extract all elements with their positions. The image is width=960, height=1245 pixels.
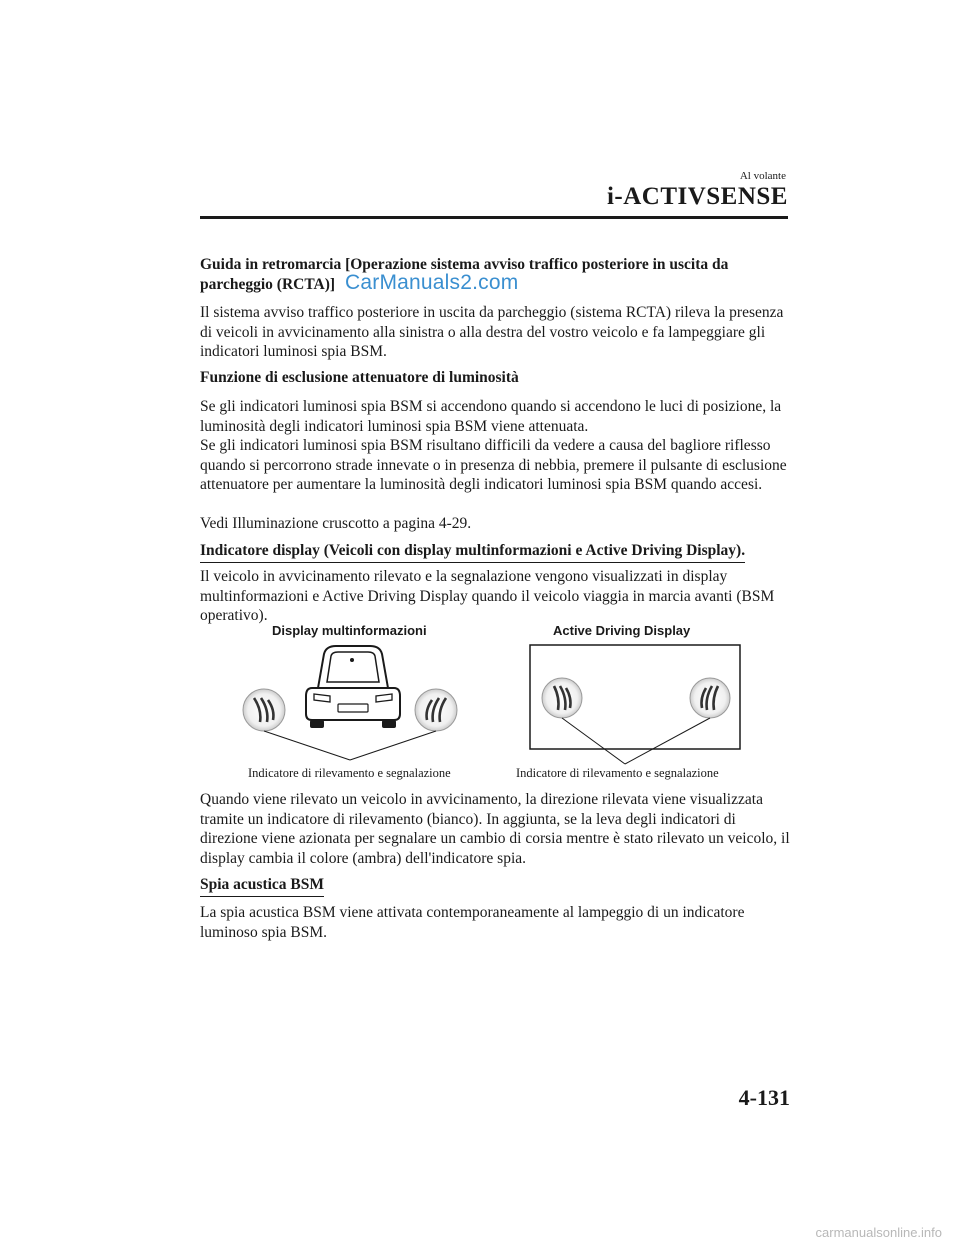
vehicle-rear-icon <box>306 646 400 728</box>
footer-watermark[interactable]: carmanualsonline.info <box>815 1225 942 1240</box>
bsm-display-figure <box>230 638 750 768</box>
dimmer-body-2: Se gli indicatori luminosi spia BSM risultano difficili da vedere a causa del bagliore riflesso quando si percorrono strade innevate o in presenza di nebbia, premere il pulsante di esclusione attenuatore per aumentare la luminosità degli indicatori luminosi spia BSM quando accesi. <box>200 437 787 493</box>
display-body: Il veicolo in avvicinamento rilevato e la segnalazione vengono visualizzati in display multinformazioni e Active Driving Display quando il veicolo viaggia in marcia avanti (BSM operativo). <box>200 568 775 624</box>
page-number: 4-131 <box>738 1085 790 1110</box>
section-label: Al volante <box>739 170 786 182</box>
buzzer-heading-wrap <box>200 875 796 897</box>
dimmer-body-3: Vedi Illuminazione cruscotto a pagina 4-29. <box>200 515 472 532</box>
rcta-body: Il sistema avviso traffico posteriore in uscita da parcheggio (sistema RCTA) rileva la presenza di veicoli in avvicinamento alla sinistra o alla destra del vostro veicolo e fa lampeggiare gli indicatori luminosi spia BSM. <box>200 304 784 360</box>
display-heading: Indicatore display (Veicoli con display multinformazioni e Active Driving Display). <box>200 541 745 563</box>
buzzer-heading: Spia acustica BSM <box>200 875 324 897</box>
ad-right-indicator-icon <box>690 678 730 718</box>
left-indicator-icon <box>243 689 285 731</box>
chapter-title: i-ACTIVSENSE <box>606 183 788 210</box>
buzzer-body: La spia acustica BSM viene attivata contemporaneamente al lampeggio di un indicatore luminoso spia BSM. <box>200 904 745 941</box>
fig-right-caption: Indicatore di rilevamento e segnalazione <box>516 766 719 780</box>
fig-left-title: Display multinformazioni <box>272 623 427 638</box>
display-heading-wrap <box>200 541 796 563</box>
right-indicator-icon <box>415 689 457 731</box>
fig-right-title: Active Driving Display <box>553 623 691 638</box>
carmanuals-watermark[interactable]: CarManuals2.com <box>345 271 519 294</box>
after-figure-body: Quando viene rilevato un veicolo in avvicinamento, la direzione rilevata viene visualizzata tramite un indicatore di rilevamento (bianco). In aggiunta, se la leva degli indicatori di direzione viene azionata per segnalare un cambio di corsia mentre è stato rilevato un veicolo, il display cambia il colore (ambra) dell'indicatore spia. <box>200 791 790 867</box>
fig-left-caption: Indicatore di rilevamento e segnalazione <box>248 766 451 780</box>
dimmer-body-1: Se gli indicatori luminosi spia BSM si accendono quando si accendono le luci di posizione, la luminosità degli indicatori luminosi spia BSM viene attenuata. <box>200 398 782 435</box>
rcta-heading: Guida in retromarcia [Operazione sistema avviso traffico posteriore in uscita da parcheggio (RCTA)] <box>200 256 729 293</box>
header-rule <box>200 216 788 219</box>
dimmer-heading: Funzione di esclusione attenuatore di luminosità <box>200 369 519 386</box>
ad-left-indicator-icon <box>542 678 582 718</box>
